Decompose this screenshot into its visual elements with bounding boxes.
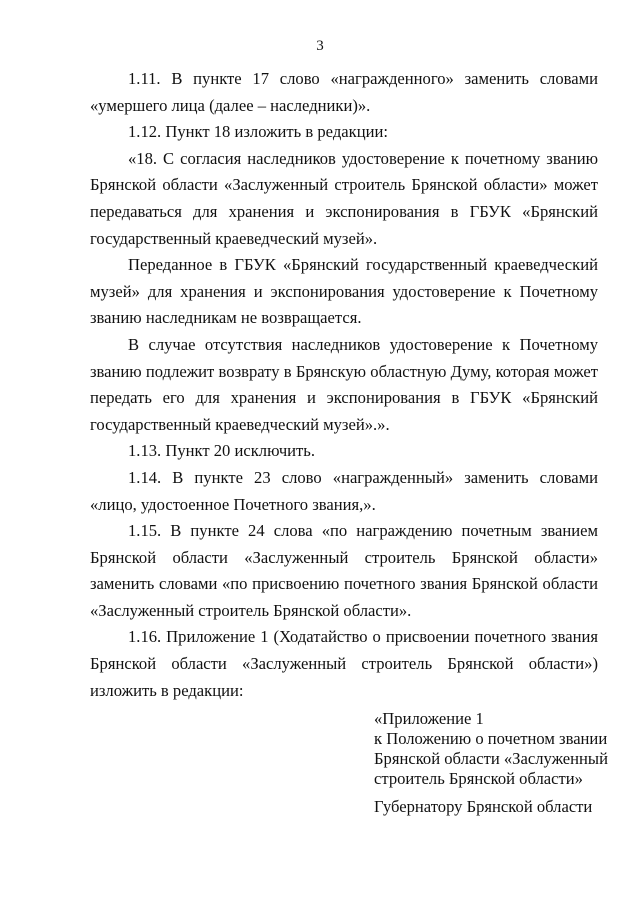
paragraph-1-13: 1.13. Пункт 20 исключить. (128, 441, 316, 461)
paragraph-18-quote: «18. С согласия наследников удостоверение к почетному званию Брянской области «Заслуженный строитель Брянской области» может передаваться для хранения и экспонирования в ГБУК «Брянский государственный краеведческий музей». (90, 148, 598, 248)
appendix-line: «Приложение 1 (374, 709, 484, 728)
appendix-header (374, 709, 614, 789)
paragraph-1-14: 1.14. В пункте 23 слово «награжденный» заменить словами «лицо, удостоенное Почетного звания,». (90, 467, 598, 514)
page-number: 3 (316, 38, 324, 54)
appendix-line: Брянской области «Заслуженный (374, 749, 608, 768)
appendix-line: к Положению о почетном звании (374, 729, 608, 748)
paragraph-1-16: 1.16. Приложение 1 (Ходатайство о присвоении почетного звания Брянской области «Заслуженный строитель Брянской области») изложить в редакции: (90, 627, 598, 700)
paragraph-1-15: 1.15. В пункте 24 слова «по награждению почетным званием Брянской области «Заслуженный строитель Брянской области» заменить словами «по присвоению почетного звания Брянской области «Заслуженный строитель Брянской области». (90, 521, 598, 620)
paragraph-no-heirs: В случае отсутствия наследников удостоверение к Почетному званию подлежит возврату в Брянскую областную Думу, которая может передать его для хранения и экспонирования в ГБУК «Брянский государственный краеведческий музей».». (90, 334, 598, 434)
paragraph-1-11: 1.11. В пункте 17 слово «награжденного» заменить словами «умершего лица (далее – наследники)». (90, 69, 598, 115)
appendix-line: строитель Брянской области» (374, 769, 583, 788)
paragraph-1-12: 1.12. Пункт 18 изложить в редакции: (128, 122, 388, 142)
paragraph-transferred: Переданное в ГБУК «Брянский государственный краеведческий музей» для хранения и экспонирования удостоверение к Почетному званию наследникам не возвращается. (90, 255, 598, 328)
addressee: Губернатору Брянской области (374, 797, 593, 816)
document-body (90, 66, 598, 704)
